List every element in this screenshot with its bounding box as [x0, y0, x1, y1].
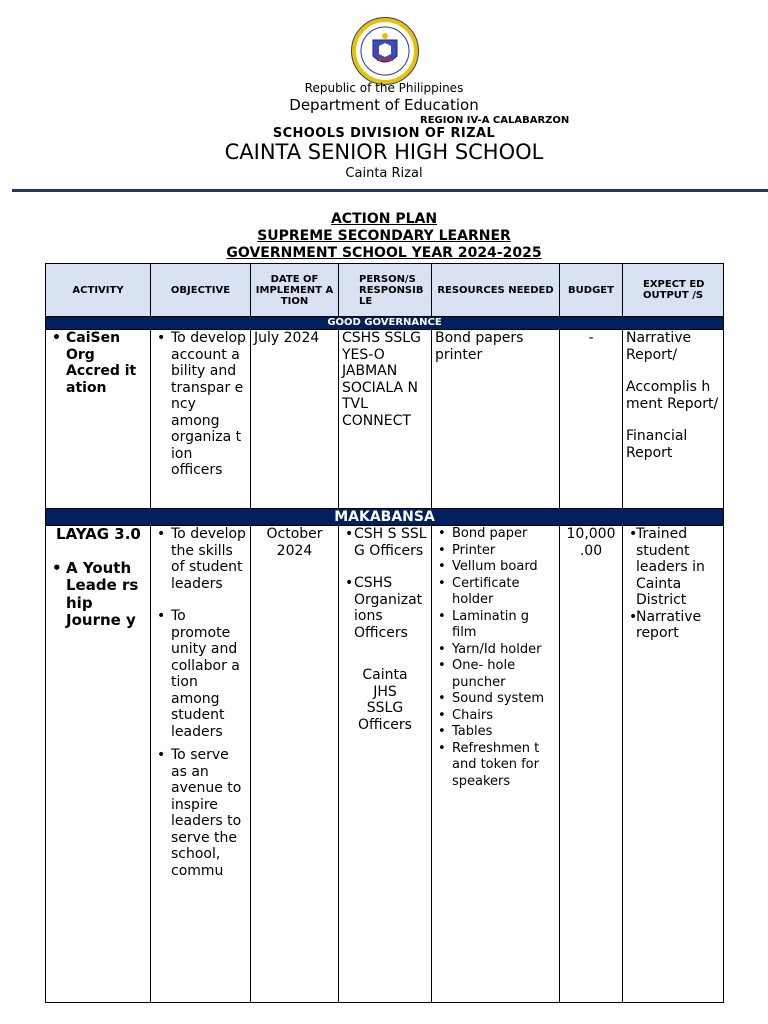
output-item: Narrative Report/ — [626, 330, 692, 363]
col-person: PERSON/S RESPONSIB LE — [339, 264, 432, 317]
output-item: • Narrative report — [626, 609, 720, 642]
table-row — [46, 526, 724, 1003]
resources-cell: Bond papers printer — [432, 330, 560, 509]
title-action-plan: ACTION PLAN — [330, 211, 438, 227]
header-divider — [12, 189, 768, 192]
resource-item: • Tables — [435, 724, 556, 741]
objective-item: • To serve as an avenue to inspire leaders to serve the school, commu — [154, 747, 247, 879]
col-resources: RESOURCES NEEDED — [432, 264, 560, 317]
resource-item: • Refreshmen t and token for speakers — [435, 741, 556, 791]
resource-item: • Sound system — [435, 691, 556, 708]
output-item: • Trained student leaders in Cainta District — [626, 526, 720, 609]
school-name: CAINTA SENIOR HIGH SCHOOL — [224, 140, 544, 164]
republic-line: Republic of the Philippines — [304, 81, 464, 95]
resources-cell — [432, 526, 560, 1003]
resource-item: • Printer — [435, 543, 556, 560]
col-objective: OBJECTIVE — [151, 264, 251, 317]
deped-seal-icon — [350, 16, 420, 86]
title-school-year: GOVERNMENT SCHOOL YEAR 2024-2025 — [226, 245, 542, 261]
budget-cell: 10,000 .00 — [560, 526, 623, 1003]
col-activity: ACTIVITY — [46, 264, 151, 317]
resource-item: • Certificate holder — [435, 576, 556, 609]
person-item: • CSHS Organizat ions Officers — [342, 575, 428, 641]
section-makabansa — [46, 509, 724, 526]
output-item: Accomplis h ment Report/ — [626, 379, 719, 412]
department-line: Department of Education — [289, 96, 479, 114]
objective-item: • To promote unity and collabor a tion among student leaders — [154, 608, 247, 740]
resource-item: • Laminatin g film — [435, 609, 556, 642]
resource-item: • Yarn/Id holder — [435, 642, 556, 659]
person-item: Cainta JHS SSLG Officers — [358, 667, 412, 733]
title-sslg: SUPREME SECONDARY LEARNER — [257, 228, 511, 244]
resource-item: • Bond paper — [435, 526, 556, 543]
section-label: GOOD GOVERNANCE — [46, 317, 724, 330]
resource-item: • One- hole puncher — [435, 658, 556, 691]
date-cell: October 2024 — [251, 526, 339, 1003]
output-cell — [623, 526, 724, 1003]
action-plan-table — [45, 263, 724, 1003]
person-cell — [339, 526, 432, 1003]
activity-title: LAYAG 3.0 — [56, 525, 141, 543]
activity-item: • CaiSen Org Accred it ation — [49, 330, 147, 396]
col-budget: BUDGET — [560, 264, 623, 317]
section-good-governance — [46, 317, 724, 330]
activity-cell — [46, 330, 151, 509]
region-line: REGION IV-A CALABARZON — [420, 115, 570, 126]
school-location: Cainta Rizal — [345, 166, 423, 181]
output-item: Financial Report — [626, 428, 688, 461]
section-label: MAKABANSA — [46, 509, 724, 526]
table-row — [46, 330, 724, 509]
division-line: SCHOOLS DIVISION OF RIZAL — [272, 126, 496, 141]
objective-item: • To develop account a bility and transpar e ncy among organiza t ion officers — [154, 330, 247, 479]
activity-cell — [46, 526, 151, 1003]
objective-item: • To develop the skills of student leaders — [154, 526, 247, 592]
table-header-row — [46, 264, 724, 317]
person-cell: CSHS SSLG YES-O JABMAN SOCIALA N TVL CONNECT — [339, 330, 432, 509]
objective-cell — [151, 526, 251, 1003]
person-item: • CSH S SSL G Officers — [342, 526, 428, 559]
output-cell — [623, 330, 724, 509]
col-date: DATE OF IMPLEMENT A TION — [251, 264, 339, 317]
date-cell: July 2024 — [251, 330, 339, 509]
activity-item: • A Youth Leade rs hip Journe y — [49, 560, 147, 630]
objective-cell — [151, 330, 251, 509]
resource-item: • Chairs — [435, 708, 556, 725]
budget-cell: - — [560, 330, 623, 509]
col-output: EXPECT ED OUTPUT /S — [623, 264, 724, 317]
resource-item: • Vellum board — [435, 559, 556, 576]
